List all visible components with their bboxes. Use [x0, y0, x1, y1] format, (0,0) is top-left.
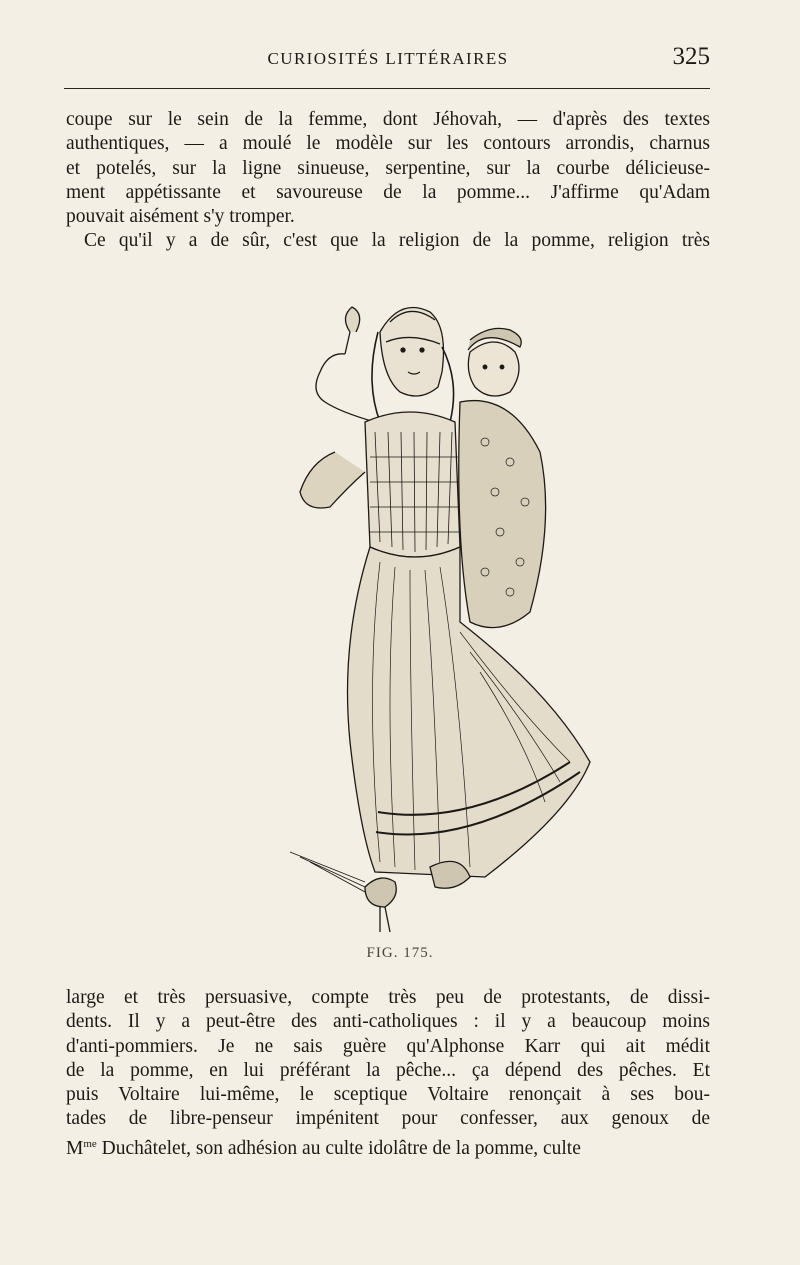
bottom-paragraph [66, 986, 710, 1161]
figure-caption: FIG. 175. [366, 945, 434, 961]
text-line: et potelés, sur la ligne sinueuse, serpentine, sur la courbe délicieuse- [66, 157, 710, 179]
running-title: CURIOSITÉS LITTÉRAIRES [267, 49, 509, 68]
top-paragraph [66, 108, 710, 254]
text-line: puis Voltaire lui-même, le sceptique Voltaire renonçait à ses bou- [66, 1084, 710, 1106]
madame-abbrev: M [66, 1137, 84, 1159]
madame-superscript: me [83, 1137, 97, 1150]
text-line: large et très persuasive, compte très peu de protestants, de dissi- [66, 987, 710, 1008]
text-line: authentiques, — a moulé le modèle sur les contours arrondis, charnus [66, 133, 710, 155]
text-line: de la pomme, en lui préférant la pêche... ça dépend des pêches. Et [66, 1059, 710, 1081]
text-line: pouvait aisément s'y tromper. [66, 206, 295, 228]
text-line: tades de libre-penseur impénitent pour confesser, aux genoux de [66, 1108, 710, 1130]
text-line [66, 1132, 710, 1161]
engraving-illustration [270, 292, 600, 942]
text-line: dents. Il y a peut-être des anti-catholiques : il y a beaucoup moins [66, 1011, 710, 1033]
text-line: ment appétissante et savoureuse de la pomme... J'affirme qu'Adam [66, 181, 710, 203]
text-line: coupe sur le sein de la femme, dont Jéhovah, — d'après des textes [66, 109, 710, 130]
last-line-text: Duchâtelet, son adhésion au culte idolâtre de la pomme, culte [96, 1137, 581, 1159]
text-line: Ce qu'il y a de sûr, c'est que la religion de la pomme, religion très [84, 230, 710, 252]
text-line: d'anti-pommiers. Je ne sais guère qu'Alphonse Karr qui ait médit [66, 1035, 710, 1057]
running-head [66, 43, 710, 76]
header-rule [64, 88, 710, 89]
page-number: 325 [672, 43, 710, 70]
